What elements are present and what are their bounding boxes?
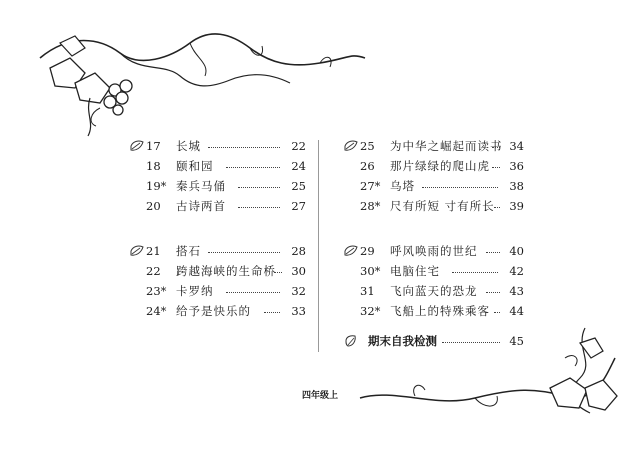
lesson-number: 28* [360, 199, 381, 213]
lesson-number: 30* [360, 264, 381, 278]
toc-entry[interactable] [360, 261, 524, 281]
page-number: 42 [509, 264, 524, 278]
leaf-icon [130, 140, 144, 152]
page-number: 27 [291, 199, 306, 213]
toc-entry[interactable] [146, 176, 306, 196]
lesson-title: 乌塔 [390, 179, 415, 193]
leaf-icon [344, 245, 358, 257]
lesson-number: 32* [360, 304, 381, 318]
leader-dots [264, 312, 280, 313]
page-number: 43 [509, 284, 524, 298]
lesson-title: 古诗两首 [176, 199, 226, 213]
page-number: 28 [291, 244, 306, 258]
vine-decoration-top-left [30, 28, 370, 138]
leaf-icon [344, 334, 358, 348]
toc-entry[interactable] [146, 196, 306, 216]
lesson-number: 20 [146, 199, 161, 213]
lesson-number: 21 [146, 244, 161, 258]
lesson-title: 长城 [176, 139, 201, 153]
leader-dots [492, 167, 500, 168]
leaf-icon [130, 245, 144, 257]
final-test-title: 期末自我检测 [368, 334, 437, 348]
leader-dots [494, 312, 500, 313]
lesson-title: 为中华之崛起而读书 [390, 139, 503, 153]
leader-dots [492, 147, 500, 148]
lesson-title: 给予是快乐的 [176, 304, 251, 318]
lesson-number: 31 [360, 284, 375, 298]
page-number: 45 [509, 334, 524, 348]
toc-entry[interactable] [360, 241, 524, 261]
toc-entry-final-test[interactable] [360, 331, 524, 351]
lesson-title: 飞向蓝天的恐龙 [390, 284, 478, 298]
leader-dots [208, 252, 280, 253]
footer-grade-label: 四年级上 [302, 391, 339, 401]
lesson-number: 18 [146, 159, 161, 173]
lesson-title: 颐和园 [176, 159, 214, 173]
toc-entry[interactable] [146, 241, 306, 261]
toc-entry[interactable] [146, 281, 306, 301]
leader-dots [452, 272, 498, 273]
leader-dots [486, 292, 500, 293]
lesson-title: 那片绿绿的爬山虎 [390, 159, 490, 173]
leader-dots [422, 187, 498, 188]
lesson-number: 27* [360, 179, 381, 193]
page-number: 39 [509, 199, 524, 213]
lesson-title: 卡罗纳 [176, 284, 214, 298]
toc-entry[interactable] [146, 301, 306, 321]
page-number: 44 [509, 304, 524, 318]
leader-dots [238, 207, 280, 208]
lesson-title: 呼风唤雨的世纪 [390, 244, 478, 258]
lesson-number: 25 [360, 139, 375, 153]
lesson-title: 搭石 [176, 244, 201, 258]
page-number: 33 [291, 304, 306, 318]
leader-dots [494, 207, 500, 208]
toc-entry[interactable] [360, 281, 524, 301]
page-number: 36 [509, 159, 524, 173]
leader-dots [486, 252, 500, 253]
lesson-title: 秦兵马俑 [176, 179, 226, 193]
page-number: 40 [509, 244, 524, 258]
page-number: 24 [291, 159, 306, 173]
toc-entry[interactable] [360, 301, 524, 321]
toc-entry[interactable] [146, 136, 306, 156]
lesson-number: 19* [146, 179, 167, 193]
page-number: 30 [291, 264, 306, 278]
page-number: 25 [291, 179, 306, 193]
page-number: 34 [509, 139, 524, 153]
leader-dots [274, 272, 282, 273]
lesson-title: 飞船上的特殊乘客 [390, 304, 490, 318]
toc-entry[interactable] [146, 261, 306, 281]
leader-dots [226, 292, 280, 293]
lesson-number: 26 [360, 159, 375, 173]
page-number: 32 [291, 284, 306, 298]
page-number: 38 [509, 179, 524, 193]
leader-dots [226, 167, 280, 168]
leader-dots [442, 342, 500, 343]
toc-entry[interactable] [360, 156, 524, 176]
lesson-number: 23* [146, 284, 167, 298]
toc-entry[interactable] [360, 136, 524, 156]
lesson-title: 电脑住宅 [390, 264, 440, 278]
lesson-title: 尺有所短 寸有所长 [390, 199, 495, 213]
toc-entry[interactable] [360, 196, 524, 216]
leaf-icon [344, 140, 358, 152]
lesson-number: 22 [146, 264, 161, 278]
leader-dots [208, 147, 280, 148]
lesson-number: 17 [146, 139, 161, 153]
lesson-number: 29 [360, 244, 375, 258]
toc-entry[interactable] [360, 176, 524, 196]
lesson-title: 跨越海峡的生命桥 [176, 264, 276, 278]
leader-dots [238, 187, 280, 188]
page-number: 22 [291, 139, 306, 153]
toc-entry[interactable] [146, 156, 306, 176]
column-divider [318, 140, 319, 352]
lesson-number: 24* [146, 304, 167, 318]
